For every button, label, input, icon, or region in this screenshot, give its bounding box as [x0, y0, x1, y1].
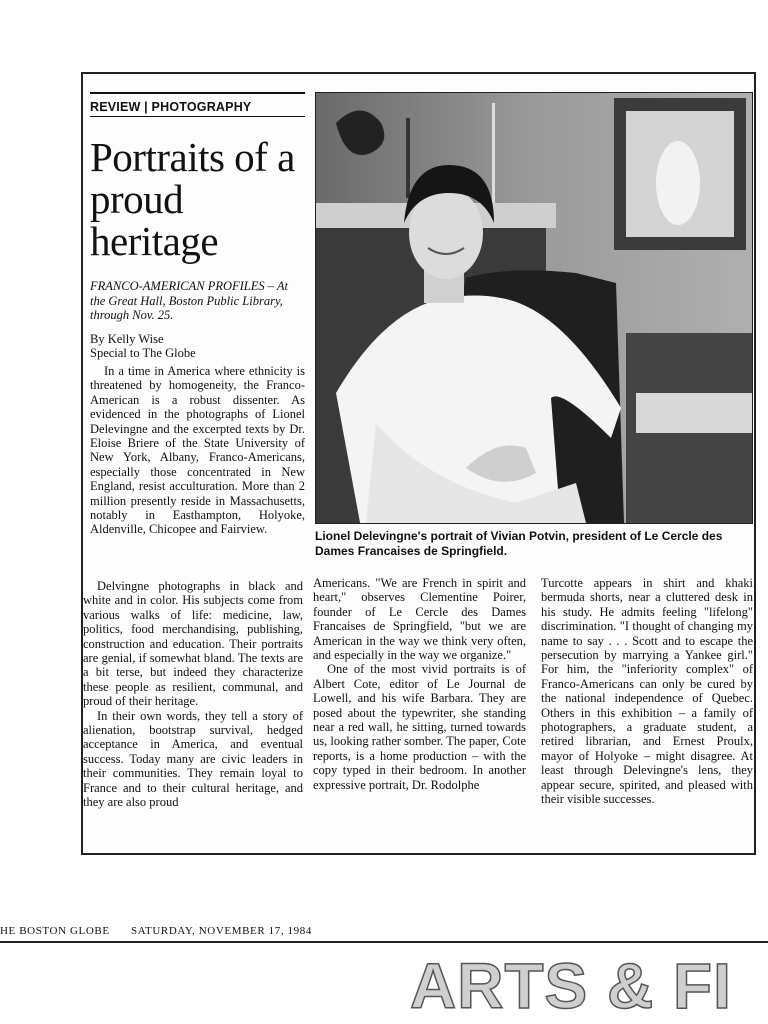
- portrait-photo: [315, 92, 753, 524]
- article-paragraph: In a time in America where ethnicity is threatened by homogeneity, the Franco-American is a robust dissenter. As evidenced in the photographs of Lionel Delevingne and the excerpted texts by Dr. Eloise Briere of the State University of New York, Albany, Franco-Americans, especially those concentrated in New England, resist acculturation. More than 2 million presently reside in Massachusetts, notably in Easthampton, Holyoke, Aldenville, Chicopee and Fairview.: [90, 364, 305, 537]
- byline-affiliation: Special to The Globe: [90, 346, 196, 360]
- section-banner-text: ARTS & FI: [410, 956, 732, 1016]
- exhibition-subhead: FRANCO-AMERICAN PROFILES – At the Great Hall, Boston Public Library, through Nov. 25.: [90, 279, 289, 322]
- page-footer: [0, 925, 330, 937]
- article-paragraph: Delvingne photographs in black and white and in color. His subjects come from various walks of life: medicine, law, politics, food merchandising, publishing, construction and education. Their portraits are genial, if somewhat bland. The texts are a bit terse, but indeed they characterize these people as resilient, communal, and proud of their heritage.: [83, 579, 303, 709]
- publication-name: HE BOSTON GLOBE: [0, 925, 110, 937]
- headline: Portraits of a proud heritage: [90, 134, 295, 264]
- byline: [90, 332, 305, 360]
- photo-caption: Lionel Delevingne's portrait of Vivian Potvin, president of Le Cercle des Dames Francaises de Springfield.: [315, 529, 723, 558]
- article-column-1: [90, 364, 305, 537]
- section-kicker: REVIEW | PHOTOGRAPHY: [90, 92, 305, 117]
- article-paragraph: Turcotte appears in shirt and khaki bermuda shorts, near a cluttered desk in his study. He admits feeling "lifelong" discrimination. "I thought of changing my name to say . . . Scott and to escape the persecution by marrying a Yankee girl." For him, the "inferiority complex" of Franco-Americans can only be cured by the national independence of Quebec. Others in this exhibition – a family of photographers, a graduate student, a retired librarian, and Ernest Proulx, mayor of Holyoke – might disagree. At least through Delevingne's lens, they appear secure, spirited, and pleased with their visible successes.: [541, 576, 753, 807]
- section-banner: [410, 956, 768, 1016]
- newspaper-clipping: [81, 72, 756, 855]
- byline-author: By Kelly Wise: [90, 332, 164, 346]
- article-column-3: [541, 576, 753, 807]
- publication-date: SATURDAY, NOVEMBER 17, 1984: [131, 925, 312, 937]
- footer-rule: [0, 941, 768, 943]
- article-paragraph: Americans. "We are French in spirit and heart," observes Clementine Poirer, founder of Le Cercle des Dames Francaises de Springfield, "but we are American in the way we think very often, and especially in the way we organize.": [313, 576, 526, 663]
- article-paragraph: One of the most vivid portraits is of Albert Cote, editor of Le Journal de Lowell, and his wife Barbara. They are posed about the typewriter, she standing near a red wall, he sitting, turned towards us, looking rather somber. The paper, Cote reports, is a home production – with the copy typed in their bedroom. In another expressive portrait, Dr. Rodolphe: [313, 662, 526, 792]
- article-column-2: [313, 576, 526, 792]
- article-column-1-lower: [83, 579, 303, 810]
- article-paragraph: In their own words, they tell a story of alienation, bootstrap survival, hedged acceptance in America, and eventual success. Today many are civic leaders in their communities. They remain loyal to France and to their cultural heritage, and they are also proud: [83, 708, 303, 810]
